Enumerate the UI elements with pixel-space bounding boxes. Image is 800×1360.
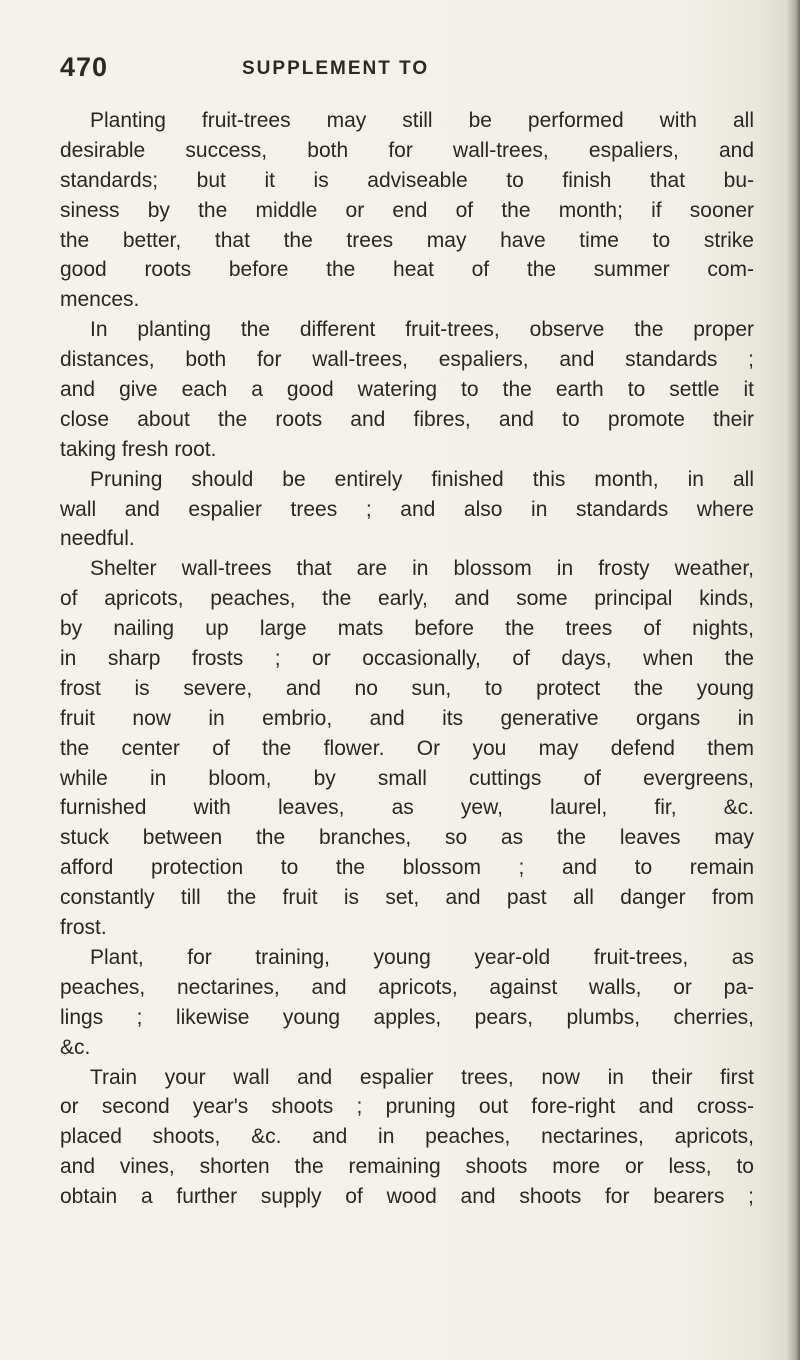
text-line: In planting the different fruit-trees, observe the proper [90, 318, 754, 342]
text-line: Shelter wall-trees that are in blossom in frosty weather, [90, 557, 754, 581]
text-line: peaches, nectarines, and apricots, against walls, or pa- [60, 975, 754, 999]
text-line: desirable success, both for wall-trees, espaliers, and [60, 138, 754, 162]
text-line: stuck between the branches, so as the leaves may [60, 826, 754, 850]
text-line: wall and espalier trees ; and also in standards where [60, 497, 754, 521]
text-line: Planting fruit-trees may still be performed with all [90, 109, 754, 132]
text-line: frost. [60, 916, 107, 940]
text-line: placed shoots, &c. and in peaches, nectarines, apricots, [60, 1125, 754, 1149]
text-line: taking fresh root. [60, 437, 217, 461]
text-line: obtain a further supply of wood and shoots for bearers ; [60, 1185, 754, 1209]
running-head [60, 52, 700, 92]
text-line: standards; but it is adviseable to finish that bu- [60, 168, 754, 192]
text-line: afford protection to the blossom ; and to remain [60, 856, 754, 880]
running-title: SUPPLEMENT TO [242, 58, 430, 79]
text-line: Train your wall and espalier trees, now in their first [90, 1065, 754, 1089]
text-line: mences. [60, 288, 140, 312]
text-line: siness by the middle or end of the month; if sooner [60, 198, 754, 222]
text-line: Pruning should be entirely finished this month, in all [90, 467, 754, 491]
text-line: in sharp frosts ; or occasionally, of days, when the [60, 647, 754, 671]
text-line: distances, both for wall-trees, espaliers, and standards ; [60, 348, 754, 372]
text-line: lings ; likewise young apples, pears, plumbs, cherries, [60, 1005, 754, 1029]
text-line: fruit now in embrio, and its generative organs in [60, 706, 754, 730]
text-line: close about the roots and fibres, and to promote their [60, 407, 754, 431]
text-line: while in bloom, by small cuttings of evergreens, [60, 766, 754, 790]
text-line: &c. [60, 1035, 91, 1059]
text-line: by nailing up large mats before the trees of nights, [60, 617, 754, 641]
text-line: constantly till the fruit is set, and past all danger from [60, 886, 754, 910]
text-line: of apricots, peaches, the early, and some principal kinds, [60, 587, 754, 611]
page-edge-shadow [786, 0, 800, 1360]
text-line: and vines, shorten the remaining shoots more or less, to [60, 1155, 754, 1179]
text-line: furnished with leaves, as yew, laurel, fir, &c. [60, 796, 754, 820]
body-text [60, 106, 754, 1212]
text-line: the better, that the trees may have time to strike [60, 228, 754, 252]
text-line: Plant, for training, young year-old fruit-trees, as [90, 945, 754, 969]
page-number: 470 [60, 52, 109, 82]
text-line: and give each a good watering to the earth to settle it [60, 378, 754, 402]
text-line: needful. [60, 527, 135, 551]
text-line: or second year's shoots ; pruning out fore-right and cross- [60, 1095, 754, 1119]
text-line: good roots before the heat of the summer com- [60, 258, 754, 282]
text-line: frost is severe, and no sun, to protect the young [60, 676, 754, 700]
text-line: the center of the flower. Or you may defend them [60, 736, 754, 760]
